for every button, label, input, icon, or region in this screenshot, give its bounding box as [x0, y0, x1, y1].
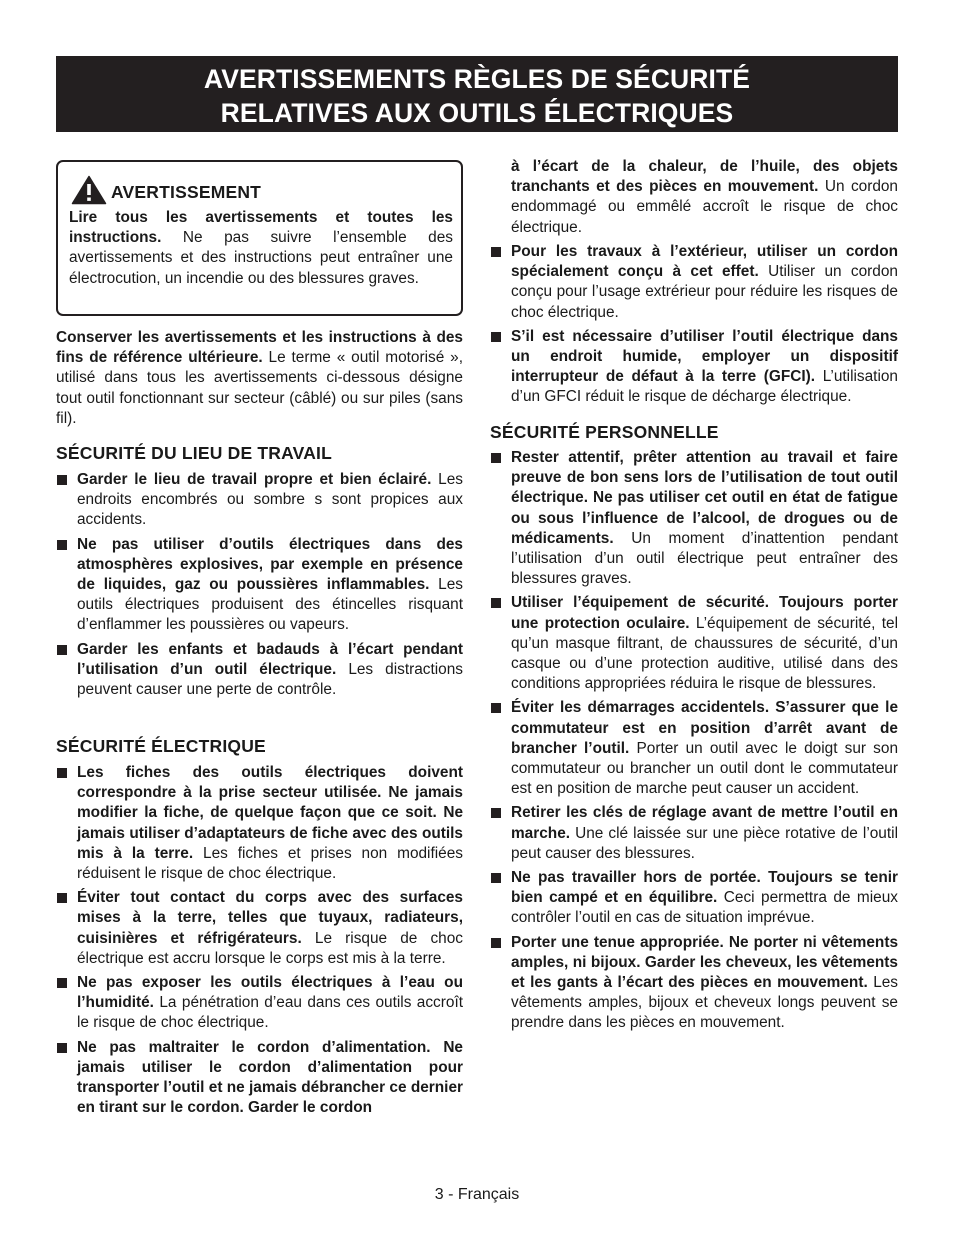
warning-title: AVERTISSEMENT: [111, 182, 262, 202]
section-title-electrical: SÉCURITÉ ÉLECTRIQUE: [56, 736, 266, 756]
list-item: Garder le lieu de travail propre et bien éclairé. Les endroits encombrés ou sombre s sont propices aux accidents.: [56, 470, 463, 531]
warning-text: Lire tous les avertissements et toutes les instructions. Ne pas suivre l’ensemble des avertissements et des instructions peut entraîner une électrocution, un incendie ou des blessures graves.: [69, 209, 453, 287]
electrical-list-continued: [490, 242, 898, 408]
list-item: Rester attentif, prêter attention au travail et faire preuve de bon sens lors de l’utilisation de tout outil électrique. Ne pas utiliser cet outil en état de fatigue ou sous l’influence de l’alcool, de drogues ou de médicaments. Un moment d’inattention pendant l’utilisation d’un outil électrique peut entraîner des blessures graves.: [490, 448, 898, 589]
list-item: Ne pas utiliser d’outils électriques dans des atmosphères explosives, par exemple en présence de liquides, gaz ou poussières inflammables. Les outils électriques produisent des étincelles risquant d’enflammer les poussières ou vapeurs.: [56, 535, 463, 636]
list-item: Ne pas travailler hors de portée. Toujours se tenir bien campé et en équilibre. Ceci permettra de mieux contrôler l’outil en cas de situation imprévue.: [490, 868, 898, 929]
list-item: S’il est nécessaire d’utiliser l’outil électrique dans un endroit humide, employer un dispositif interrupteur de défaut à la terre (GFCI). L’utilisation d’un GFCI réduit le risque de décharge électrique.: [490, 327, 898, 408]
section-title-personal: SÉCURITÉ PERSONNELLE: [490, 422, 719, 442]
list-item: Retirer les clés de réglage avant de mettre l’outil en marche. Une clé laissée sur une pièce rotative de l’outil peut causer des blessures.: [490, 803, 898, 864]
personal-list: [490, 448, 898, 1034]
section-title-work-area: SÉCURITÉ DU LIEU DE TRAVAIL: [56, 443, 333, 463]
intro-paragraph: Conserver les avertissements et les instructions à des fins de référence ultérieure. Le terme « outil motorisé », utilisé dans tous les avertissements ci-dessous désigne tout outil fonctionnant sur secteur (câblé) ou sur piles (sans fil).: [56, 329, 463, 427]
list-item: Éviter tout contact du corps avec des surfaces mises à la terre, telles que tuyaux, radiateurs, cuisinières et réfrigérateurs. Le risque de choc électrique est accru lorsque le corps est mis à la terre.: [56, 888, 463, 969]
page-number: 3 - Français: [434, 1186, 520, 1203]
electrical-continuation: à l’écart de la chaleur, de l’huile, des objets tranchants et des pièces en mouvement. Un cordon endommagé ou emmêlé accroît le risque de choc électrique.: [511, 158, 898, 236]
list-item: Pour les travaux à l’extérieur, utiliser un cordon spécialement conçu à cet effet. Utiliser un cordon conçu pour l’usage extrérieur pour réduire les risques de choc électrique.: [490, 242, 898, 323]
electrical-list: [56, 763, 463, 1118]
page-header: [56, 56, 898, 132]
list-item: Éviter les démarrages accidentels. S’assurer que le commutateur est en position d’arrêt avant de brancher l’outil. Porter un outil avec le doigt sur son commutateur ou brancher un outil dont le commutateur est en position de marche peut causer un accident.: [490, 698, 898, 799]
warning-triangle-icon: [71, 175, 107, 210]
header-title-line1: AVERTISSEMENTS RÈGLES DE SÉCURITÉ: [203, 64, 751, 94]
list-item: Les fiches des outils électriques doivent correspondre à la prise secteur utilisée. Ne jamais modifier la fiche, de quelque façon que ce soit. Ne jamais utiliser d’adaptateurs de fiche avec des outils mis à la terre. Les fiches et prises non modifiées réduisent le risque de choc électrique.: [56, 763, 463, 884]
list-item: Porter une tenue appropriée. Ne porter ni vêtements amples, ni bijoux. Garder les cheveux, les vêtements et les gants à l’écart des pièces en mouvement. Les vêtements amples, bijoux et cheveux longs peuvent se prendre dans les pièces en mouvement.: [490, 933, 898, 1034]
warning-heading: [71, 175, 261, 210]
list-item: Utiliser l’équipement de sécurité. Toujours porter une protection oculaire. L’équipement de sécurité, tel qu’un masque filtrant, de chaussures de sécurité, d’un casque ou d’une protection auditive, utilisé dans des conditions appropriées réduira le risque de blessures.: [490, 593, 898, 694]
list-item: Ne pas maltraiter le cordon d’alimentation. Ne jamais utiliser le cordon d’alimentation pour transporter l’outil et ne jamais débrancher ce dernier en tirant sur le cordon. Garder le cordon: [56, 1038, 463, 1119]
list-item: Garder les enfants et badauds à l’écart pendant l’utilisation d’un outil électrique. Les distractions peuvent causer une perte de contrôle.: [56, 640, 463, 701]
warning-box: [56, 160, 463, 316]
work-area-list: [56, 470, 463, 700]
header-title-line2: RELATIVES AUX OUTILS ÉLECTRIQUES: [220, 98, 734, 128]
list-item: Ne pas exposer les outils électriques à l’eau ou l’humidité. La pénétration d’eau dans ces outils accroît le risque de choc électrique.: [56, 973, 463, 1034]
